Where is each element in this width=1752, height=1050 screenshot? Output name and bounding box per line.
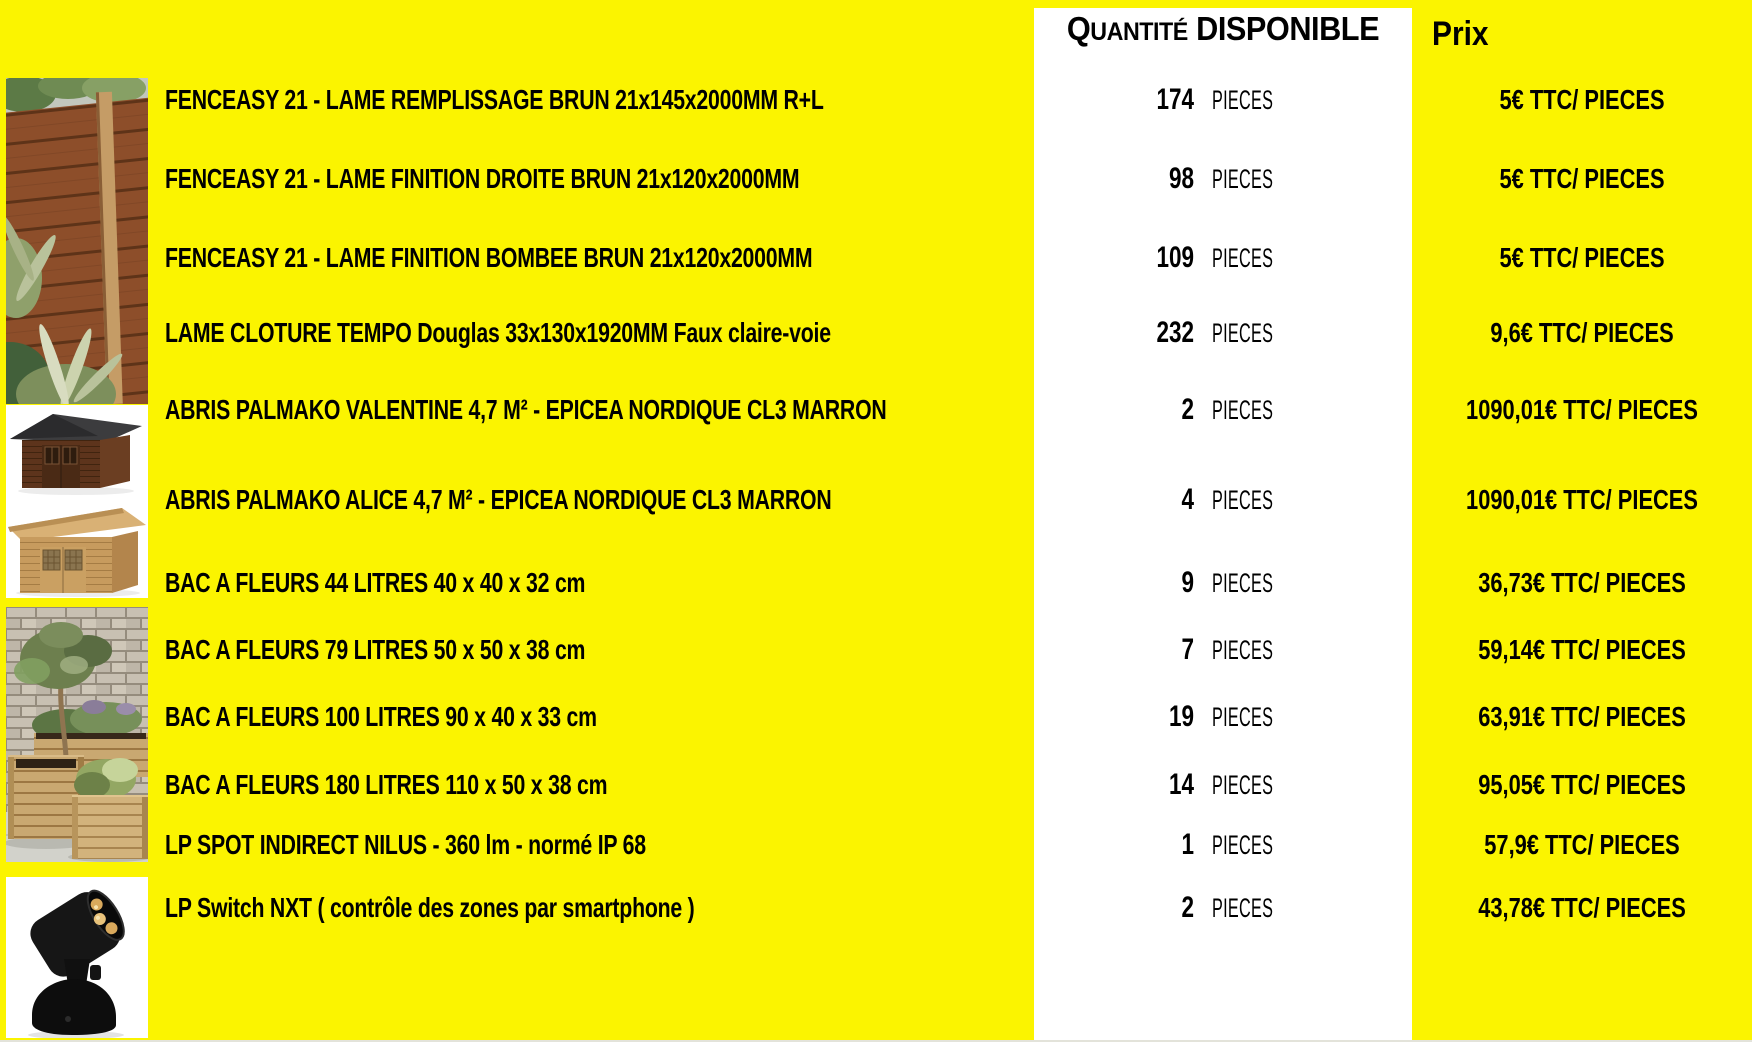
quantity-unit: PIECES [1212, 635, 1274, 665]
bottom-page-strip [0, 1040, 1752, 1050]
product-name: LP Switch NXT ( contrôle des zones par smartphone ) [165, 892, 695, 923]
table-row [0, 78, 1752, 122]
product-price: 57,9€ TTC/ PIECES [1484, 829, 1680, 860]
quantity-unit: PIECES [1212, 770, 1274, 800]
price-column-header: Prix [1432, 15, 1489, 53]
product-price: 5€ TTC/ PIECES [1499, 84, 1665, 115]
product-quantity: 174 [1156, 83, 1194, 116]
product-quantity: 232 [1156, 316, 1194, 349]
product-price: 5€ TTC/ PIECES [1499, 163, 1665, 194]
quantity-unit: PIECES [1212, 318, 1274, 348]
product-name: BAC A FLEURS 79 LITRES 50 x 50 x 38 cm [165, 634, 586, 665]
product-name: LAME CLOTURE TEMPO Douglas 33x130x1920MM Faux claire-voie [165, 317, 831, 348]
quantity-unit: PIECES [1212, 893, 1274, 923]
product-name: FENCEASY 21 - LAME REMPLISSAGE BRUN 21x145x2000MM R+L [165, 84, 824, 115]
product-quantity: 14 [1168, 768, 1194, 801]
table-row [0, 763, 1752, 807]
product-name: BAC A FLEURS 44 LITRES 40 x 40 x 32 cm [165, 567, 586, 598]
product-name: BAC A FLEURS 180 LITRES 110 x 50 x 38 cm [165, 769, 608, 800]
table-row [0, 236, 1752, 280]
product-quantity: 9 [1181, 566, 1194, 599]
quantity-unit: PIECES [1212, 395, 1274, 425]
product-price: 9,6€ TTC/ PIECES [1490, 317, 1674, 348]
quantity-unit: PIECES [1212, 164, 1274, 194]
quantity-column-header [1047, 10, 1399, 58]
product-price: 1090,01€ TTC/ PIECES [1466, 484, 1698, 515]
product-price: 5€ TTC/ PIECES [1499, 242, 1665, 273]
quantity-header-smallcaps: UANTITÉ [1090, 18, 1188, 46]
quantity-header-word2: DISPONIBLE [1196, 10, 1380, 47]
product-price: 36,73€ TTC/ PIECES [1478, 567, 1686, 598]
product-quantity: 2 [1181, 891, 1194, 924]
product-name: ABRIS PALMAKO ALICE 4,7 M² - EPICEA NORDIQUE CL3 MARRON [165, 484, 832, 515]
table-row [0, 695, 1752, 739]
product-quantity: 2 [1181, 393, 1194, 426]
quantity-unit: PIECES [1212, 485, 1274, 515]
product-quantity: 109 [1156, 241, 1194, 274]
table-row [0, 388, 1752, 432]
product-name: LP SPOT INDIRECT NILUS - 360 lm - normé IP 68 [165, 829, 646, 860]
product-name: FENCEASY 21 - LAME FINITION BOMBEE BRUN 21x120x2000MM [165, 242, 813, 273]
table-row [0, 886, 1752, 930]
product-quantity: 98 [1168, 162, 1194, 195]
quantity-header-initial: Q [1066, 10, 1091, 47]
product-name: FENCEASY 21 - LAME FINITION DROITE BRUN 21x120x2000MM [165, 163, 800, 194]
table-row [0, 157, 1752, 201]
product-price: 95,05€ TTC/ PIECES [1478, 769, 1686, 800]
table-row [0, 561, 1752, 605]
quantity-unit: PIECES [1212, 568, 1274, 598]
table-row [0, 311, 1752, 355]
table-row [0, 478, 1752, 522]
product-name: BAC A FLEURS 100 LITRES 90 x 40 x 33 cm [165, 701, 597, 732]
product-price: 43,78€ TTC/ PIECES [1478, 892, 1686, 923]
product-price: 59,14€ TTC/ PIECES [1478, 634, 1686, 665]
table-row [0, 823, 1752, 867]
product-name: ABRIS PALMAKO VALENTINE 4,7 M² - EPICEA NORDIQUE CL3 MARRON [165, 394, 887, 425]
product-quantity: 1 [1181, 828, 1194, 861]
product-quantity: 19 [1168, 700, 1194, 733]
quantity-unit: PIECES [1212, 85, 1274, 115]
quantity-unit: PIECES [1212, 702, 1274, 732]
product-price: 1090,01€ TTC/ PIECES [1466, 394, 1698, 425]
product-quantity: 4 [1181, 483, 1194, 516]
product-price: 63,91€ TTC/ PIECES [1478, 701, 1686, 732]
table-row [0, 628, 1752, 672]
quantity-unit: PIECES [1212, 830, 1274, 860]
quantity-unit: PIECES [1212, 243, 1274, 273]
product-quantity: 7 [1181, 633, 1194, 666]
